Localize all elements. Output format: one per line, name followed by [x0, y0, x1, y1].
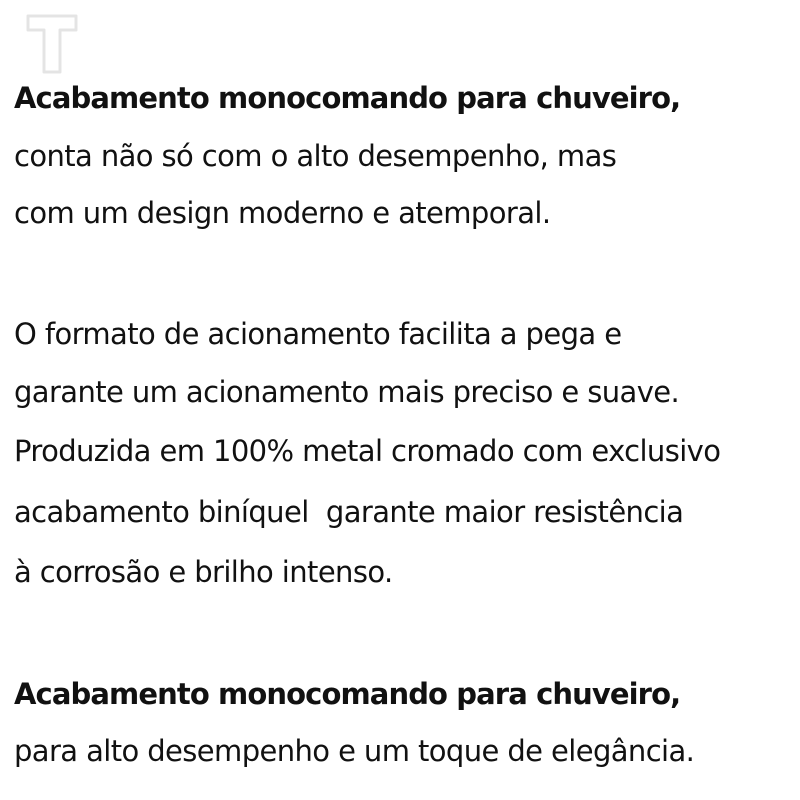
- text-line: com um design moderno e atemporal.: [14, 196, 551, 230]
- text-line: à corrosão e brilho intenso.: [14, 555, 393, 589]
- text-line: conta não só com o alto desempenho, mas: [14, 139, 617, 173]
- text-line: Produzida em 100% metal cromado com exclusivo: [14, 434, 721, 468]
- heading-line: Acabamento monocomando para chuveiro,: [14, 81, 681, 115]
- text-line: garante um acionamento mais preciso e suave.: [14, 375, 680, 409]
- text-line: para alto desempenho e um toque de elegância.: [14, 734, 695, 768]
- text-line: O formato de acionamento facilita a pega e: [14, 317, 622, 351]
- t-letter-logo-icon: [24, 12, 80, 76]
- heading-line: Acabamento monocomando para chuveiro,: [14, 677, 681, 711]
- text-line: acabamento biníquel garante maior resistência: [14, 495, 684, 529]
